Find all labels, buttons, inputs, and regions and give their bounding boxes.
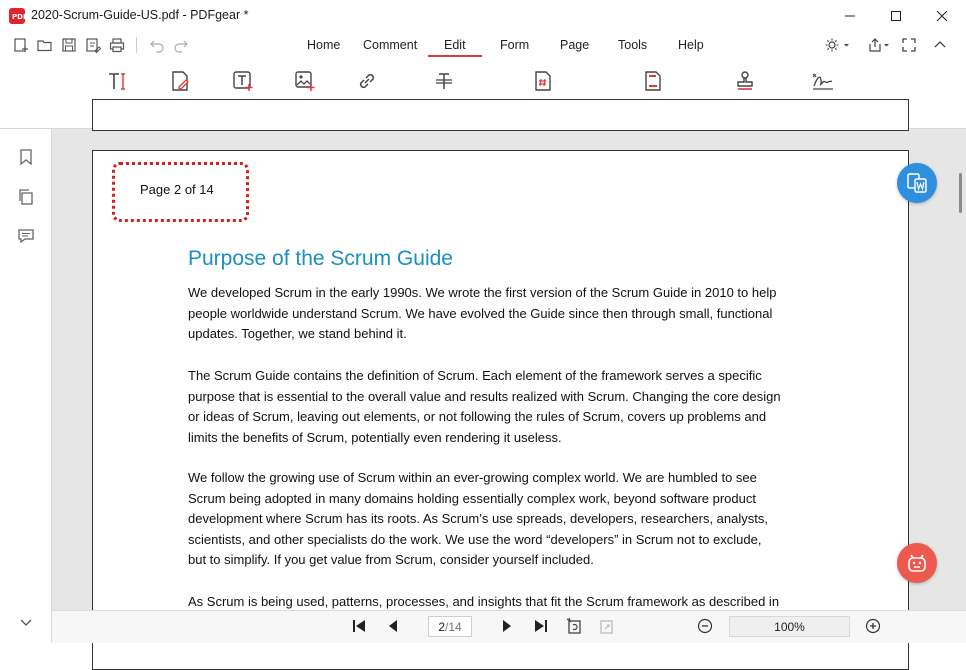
zoom-level-field[interactable]: 100%	[729, 616, 850, 637]
print-icon[interactable]	[108, 36, 126, 54]
paragraph	[188, 468, 828, 571]
rotate-left-icon	[565, 617, 583, 635]
rotate-right-icon	[598, 617, 616, 635]
edit-object-icon	[169, 68, 191, 94]
toolbar-divider	[136, 37, 137, 53]
minimize-icon	[844, 10, 856, 22]
add-text-icon	[232, 68, 254, 94]
page-label: Page 2 of 14	[140, 182, 214, 197]
paragraph	[188, 283, 828, 345]
chevron-up-icon	[932, 37, 948, 53]
save-as-icon[interactable]	[84, 36, 102, 54]
redo-icon[interactable]	[172, 36, 190, 54]
current-page: 2	[438, 619, 445, 634]
active-tab-indicator	[428, 55, 482, 57]
paragraph-line: scientists, and other specialists do the work. We use the word “developers” in Scrum not to exclude,	[188, 531, 762, 547]
add-image-icon	[294, 68, 316, 94]
ai-assistant-button[interactable]	[897, 543, 937, 583]
first-page-button[interactable]	[349, 616, 369, 636]
tab-help[interactable]: Help	[678, 38, 704, 52]
new-file-icon[interactable]	[12, 36, 30, 54]
tab-page[interactable]: Page	[560, 38, 590, 52]
fullscreen-icon	[901, 37, 917, 53]
paragraph-line: We developed Scrum in the early 1990s. We wrote the first version of the Scrum Guide in 2010 to help	[188, 285, 777, 300]
header-footer-icon	[642, 68, 664, 94]
thumbnails-icon[interactable]	[17, 188, 35, 206]
watermark-icon	[433, 68, 455, 94]
next-page-icon	[498, 617, 516, 635]
close-icon	[936, 10, 948, 22]
tab-edit[interactable]: Edit	[444, 38, 466, 52]
sidebar	[0, 129, 52, 643]
next-page-button[interactable]	[497, 616, 517, 636]
comments-icon[interactable]	[17, 227, 35, 245]
zoom-in-icon	[864, 617, 882, 635]
vertical-scrollbar[interactable]	[959, 173, 962, 213]
tab-home[interactable]: Home	[307, 38, 341, 52]
maximize-button[interactable]	[873, 0, 919, 32]
paragraph	[188, 366, 828, 448]
chevron-down-icon[interactable]	[17, 613, 35, 631]
collapse-ribbon-button[interactable]	[931, 36, 949, 54]
edit-text-icon	[106, 68, 128, 94]
share-button[interactable]	[866, 36, 894, 54]
app-logo-icon	[9, 8, 28, 24]
maximize-icon	[890, 10, 902, 22]
svg-text:PDF: PDF	[12, 13, 28, 21]
save-icon[interactable]	[60, 36, 78, 54]
paragraph-line: We follow the growing use of Scrum within an ever-growing complex world. We are humbled to see	[188, 470, 757, 485]
theme-toggle-button[interactable]	[823, 36, 851, 54]
previous-page	[92, 99, 909, 131]
paragraph-line: development where Scrum has its roots. As Scrum’s use spreads, developers, researchers, analysts,	[188, 511, 768, 527]
pdf-page[interactable]	[92, 150, 909, 670]
bookmark-icon[interactable]	[17, 148, 35, 166]
total-pages: /14	[445, 619, 462, 634]
paragraph-line: Scrum being adopted in many domains holding essentially complex work, beyond software product	[188, 490, 756, 506]
rotate-left-button[interactable]	[564, 616, 584, 636]
undo-icon[interactable]	[148, 36, 166, 54]
convert-word-icon	[905, 171, 929, 195]
paragraph-line: updates. Together, we stand behind it.	[188, 326, 407, 342]
link-icon	[356, 68, 378, 94]
tab-comment[interactable]: Comment	[363, 38, 418, 52]
paragraph-line: purpose that is essential to the overall value and results realized with Scrum. Changing the core design	[188, 388, 781, 404]
section-heading: Purpose of the Scrum Guide	[188, 247, 453, 270]
share-icon	[867, 37, 893, 53]
convert-to-word-button[interactable]	[897, 163, 937, 203]
rotate-right-button[interactable]	[597, 616, 617, 636]
last-page-icon	[532, 617, 550, 635]
paragraph-line: limits the benefits of Scrum, potentially even rendering it useless.	[188, 429, 562, 445]
stamp-icon	[734, 68, 756, 94]
page-number-input[interactable]	[428, 616, 472, 637]
paragraph-line: The Scrum Guide contains the definition of Scrum. Each element of the framework serves a specific	[188, 368, 762, 383]
paragraph-line: people worldwide understand Scrum. We have evolved the Guide since then through small, functional	[188, 305, 773, 321]
paragraph-line: As Scrum is being used, patterns, processes, and insights that fit the Scrum framework as described in	[188, 594, 780, 609]
close-button[interactable]	[919, 0, 965, 32]
document-viewer[interactable]	[52, 129, 966, 610]
last-page-button[interactable]	[531, 616, 551, 636]
previous-page-icon	[384, 617, 402, 635]
tab-form[interactable]: Form	[500, 38, 530, 52]
previous-page-button[interactable]	[383, 616, 403, 636]
zoom-out-icon	[696, 617, 714, 635]
minimize-button[interactable]	[827, 0, 873, 32]
robot-icon	[905, 551, 929, 575]
zoom-in-button[interactable]	[863, 616, 883, 636]
paragraph-line: but to simplify. If you get value from Scrum, consider yourself included.	[188, 552, 594, 568]
window-title: 2020-Scrum-Guide-US.pdf - PDFgear *	[31, 8, 249, 22]
page-number-icon	[532, 68, 554, 94]
first-page-icon	[350, 617, 368, 635]
sun-icon	[824, 37, 850, 53]
zoom-out-button[interactable]	[695, 616, 715, 636]
signature-icon	[812, 68, 834, 94]
fullscreen-button[interactable]	[900, 36, 918, 54]
tab-tools[interactable]: Tools	[618, 38, 648, 52]
paragraph-line: or ideas of Scrum, leaving out elements, or not following the rules of Scrum, covers up problems and	[188, 409, 767, 425]
title-bar	[0, 0, 966, 32]
open-folder-icon[interactable]	[36, 36, 54, 54]
